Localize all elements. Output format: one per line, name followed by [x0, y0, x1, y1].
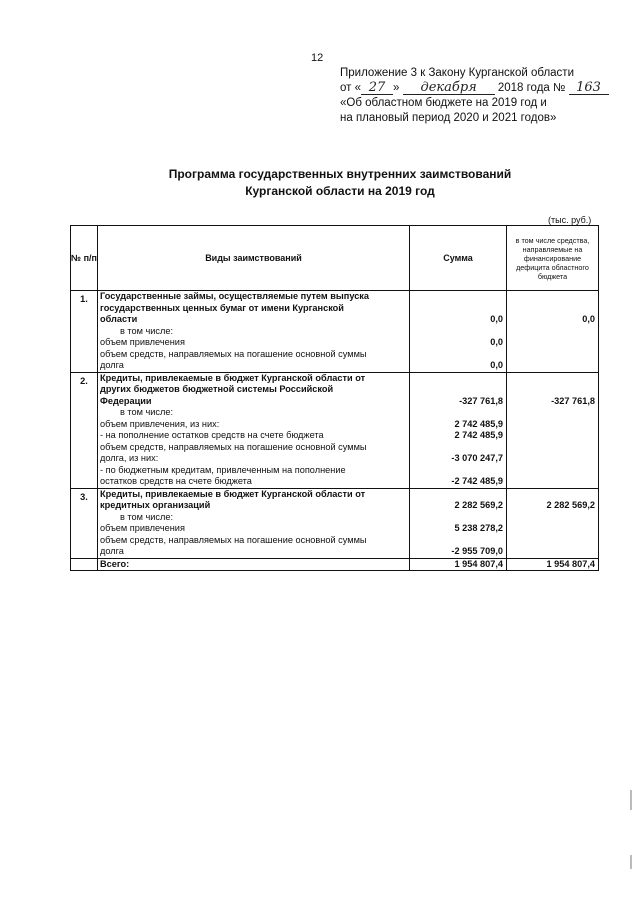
line-sum — [410, 465, 506, 477]
row-deficit — [507, 291, 599, 373]
line-sum: 2 282 569,2 — [454, 500, 503, 510]
borrowing-table-container — [70, 225, 599, 571]
line-sum — [410, 512, 506, 524]
line-text: объем средств, направляемых на погашение основной суммы — [100, 348, 367, 359]
line-text: области — [100, 314, 138, 324]
row-description — [98, 372, 410, 488]
line-sum — [410, 535, 506, 547]
line-deficit — [507, 453, 598, 465]
total-sum: 1 954 807,4 — [454, 558, 503, 569]
line-text: в том числе: — [120, 407, 174, 417]
line-text: других бюджетов бюджетной системы Российской — [100, 384, 334, 394]
appendix-line-1: Приложение 3 к Закону Курганской области — [340, 67, 574, 79]
header-sum: Сумма — [410, 226, 507, 291]
line-text: в том числе: — [120, 511, 174, 522]
row-description — [98, 291, 410, 373]
row-description — [98, 488, 410, 558]
line-sum — [410, 442, 506, 454]
date-prefix: от « — [340, 82, 362, 94]
header-deficit: в том числе средства, направляемые на финансирование дефицита областного бюджета — [507, 226, 599, 291]
line-sum: 2 742 485,9 — [454, 430, 503, 440]
document-title — [120, 166, 560, 200]
line-deficit — [507, 303, 598, 315]
line-sum: -2 955 709,0 — [451, 546, 503, 556]
line-deficit — [507, 546, 598, 558]
line-text: объем средств, направляемых на погашение основной суммы — [100, 534, 367, 545]
line-text: долга, из них: — [100, 453, 159, 463]
line-deficit — [507, 326, 598, 338]
line-sum — [410, 373, 506, 385]
total-sum-cell — [410, 558, 507, 571]
title-line-1: Программа государственных внутренних заимствований — [168, 167, 512, 181]
line-deficit — [507, 430, 598, 442]
line-text: объем привлечения, из них: — [100, 418, 220, 429]
scan-margin-mark — [630, 855, 632, 869]
line-deficit — [507, 360, 598, 372]
row-sum — [410, 488, 507, 558]
line-deficit — [507, 535, 598, 547]
line-text: кредитных организаций — [100, 500, 211, 510]
total-row — [71, 558, 599, 571]
handwritten-day: 27 — [361, 82, 393, 95]
line-deficit — [507, 349, 598, 361]
row-number: 3. — [71, 488, 98, 558]
line-text: долга — [100, 546, 124, 556]
row-deficit — [507, 372, 599, 488]
line-deficit — [507, 291, 598, 303]
table-header-row — [71, 226, 599, 291]
line-sum — [410, 291, 506, 303]
line-sum: 5 238 278,2 — [454, 523, 503, 533]
line-sum: 0,0 — [490, 337, 503, 347]
line-sum: 2 742 485,9 — [454, 418, 503, 429]
line-deficit — [507, 384, 598, 396]
borrowing-table — [70, 225, 599, 571]
row-sum — [410, 291, 507, 373]
line-deficit — [507, 512, 598, 524]
line-deficit — [507, 523, 598, 535]
header-num: № п/п — [71, 226, 98, 291]
line-deficit — [507, 465, 598, 477]
handwritten-month: декабря — [403, 82, 495, 95]
line-sum — [410, 349, 506, 361]
total-deficit-cell — [507, 558, 599, 571]
table-row — [71, 372, 599, 488]
line-deficit: 0,0 — [582, 314, 595, 324]
total-label-cell — [98, 558, 410, 571]
line-sum: 0,0 — [490, 360, 503, 370]
line-sum — [410, 326, 506, 338]
line-deficit: -327 761,8 — [551, 395, 595, 406]
line-text: государственных ценных бумаг от имени Курганской — [100, 302, 344, 313]
header-type: Виды заимствований — [98, 226, 410, 291]
line-text: в том числе: — [120, 325, 174, 336]
table-body — [71, 291, 599, 571]
line-sum: -327 761,8 — [459, 395, 503, 406]
page-number: 12 — [311, 52, 324, 64]
scan-margin-mark — [630, 790, 632, 810]
line-sum — [410, 384, 506, 396]
title-line-2: Курганской области на 2019 год — [245, 184, 435, 198]
line-sum — [410, 303, 506, 315]
appendix-line-2 — [340, 81, 630, 96]
line-text: Кредиты, привлекаемые в бюджет Курганской области от — [100, 372, 366, 383]
appendix-line-3: «Об областном бюджете на 2019 год и — [340, 97, 547, 109]
handwritten-number: 163 — [569, 82, 609, 95]
table-row — [71, 488, 599, 558]
table-row — [71, 291, 599, 373]
line-text: Кредиты, привлекаемые в бюджет Курганской области от — [100, 488, 366, 499]
row-sum — [410, 372, 507, 488]
total-label: Всего: — [100, 558, 130, 569]
line-text: остатков средств на счете бюджета — [100, 476, 252, 486]
line-sum: 0,0 — [490, 314, 503, 324]
line-text: Государственные займы, осуществляемые путем выпуска — [100, 291, 370, 301]
line-sum — [410, 407, 506, 419]
line-sum: -2 742 485,9 — [451, 476, 503, 486]
line-deficit — [507, 373, 598, 385]
unit-label: (тыс. руб.) — [548, 215, 592, 225]
line-deficit — [507, 489, 598, 501]
total-num-cell — [71, 558, 98, 571]
line-text: долга — [100, 360, 124, 370]
total-deficit: 1 954 807,4 — [546, 558, 595, 569]
appendix-header — [340, 66, 630, 126]
line-text: объем привлечения — [100, 523, 185, 533]
line-deficit — [507, 407, 598, 419]
line-text: объем средств, направляемых на погашение основной суммы — [100, 441, 367, 452]
line-text: объем привлечения — [100, 337, 185, 347]
line-deficit: 2 282 569,2 — [546, 500, 595, 510]
line-text: Федерации — [100, 395, 152, 406]
row-number: 1. — [71, 291, 98, 373]
row-deficit — [507, 488, 599, 558]
line-deficit — [507, 442, 598, 454]
line-sum: -3 070 247,7 — [451, 453, 503, 463]
line-text: - по бюджетным кредитам, привлеченным на пополнение — [100, 464, 346, 475]
row-number: 2. — [71, 372, 98, 488]
line-sum — [410, 489, 506, 501]
line-text: - на пополнение остатков средств на счете бюджета — [100, 430, 324, 440]
date-year: 2018 года № — [497, 82, 566, 94]
line-deficit — [507, 337, 598, 349]
date-mid: » — [393, 82, 400, 94]
appendix-line-4: на плановый период 2020 и 2021 годов» — [340, 112, 557, 124]
line-deficit — [507, 476, 598, 488]
line-deficit — [507, 419, 598, 431]
